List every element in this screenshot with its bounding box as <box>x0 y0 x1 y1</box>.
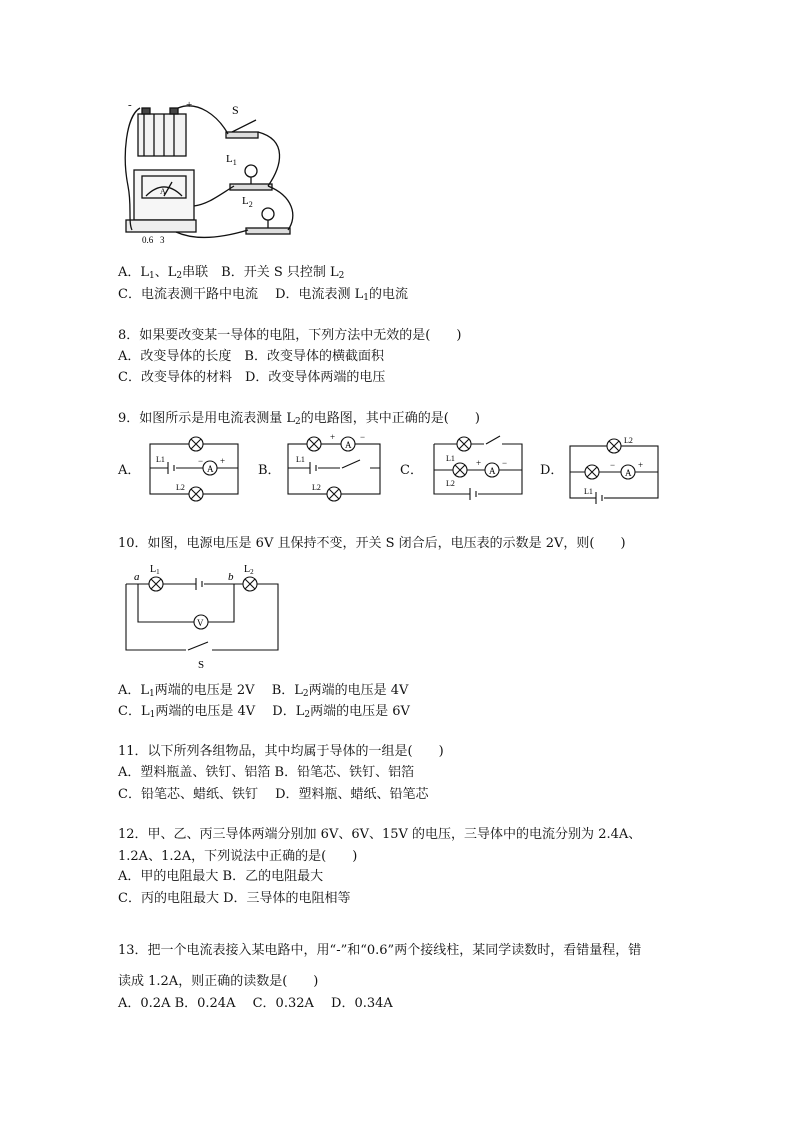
q13-options: A．0.2A B．0.24A C．0.32A D．0.34A <box>118 996 393 1011</box>
battery-plus-label: + <box>186 99 193 111</box>
q9-label-c: C． <box>400 463 423 478</box>
q10-switch-label: S <box>198 659 205 671</box>
q10-stem: 10．如图，电源电压是 6V 且保持不变，开关 S 闭合后，电压表的示数是 2V，则( ) <box>118 536 626 551</box>
battery-icon <box>138 114 186 156</box>
q12-stem-1: 12．甲、乙、丙三导体两端分别加 6V、6V、15V 的电压，三导体中的电流分别为 2.4A、 <box>118 827 642 842</box>
svg-text:A: A <box>625 468 632 478</box>
svg-text:−: − <box>610 460 616 470</box>
q10-point-a: a <box>134 571 140 583</box>
svg-text:A: A <box>345 440 352 450</box>
q10-l2-label: $L_2$ <box>244 564 254 576</box>
q9-label-b: B． <box>258 463 281 478</box>
q9-circuit-b <box>284 434 384 504</box>
svg-text:−: − <box>502 458 508 468</box>
bulb-l2-icon <box>262 208 274 220</box>
q10-voltmeter-label: V <box>197 618 204 628</box>
l2-label: $L_2$ <box>242 195 253 209</box>
q10-options-ab: A．$L_1$两端的电压是 2V B．$L_2$两端的电压是 4V <box>118 683 409 699</box>
q13-stem-1: 13．把一个电流表接入某电路中，用“-”和“0.6”两个接线柱，某同学读数时，看错量程，错 <box>118 943 642 958</box>
battery-minus-label: - <box>128 99 132 111</box>
q9-circuit-c <box>428 434 528 504</box>
q10-options-cd: C．$L_1$两端的电压是 4V D．$L_2$两端的电压是 6V <box>118 704 410 720</box>
svg-text:+: + <box>330 434 336 442</box>
q9-label-a: A． <box>118 463 141 478</box>
q10-point-b: b <box>228 571 234 583</box>
q8-options-ab: A．改变导体的长度 B．改变导体的横截面积 <box>118 349 384 364</box>
l1-label: $L_1$ <box>226 153 237 167</box>
svg-text:L1: L1 <box>446 454 455 463</box>
q11-options-cd: C．铅笔芯、蜡纸、铁钉 D．塑料瓶、蜡纸、铅笔芯 <box>118 787 429 802</box>
svg-text:L2: L2 <box>176 483 185 492</box>
svg-text:L1: L1 <box>584 487 593 496</box>
q10-circuit <box>122 562 282 672</box>
q13-stem-2: 读成 1.2A，则正确的读数是( ) <box>118 974 319 989</box>
q7-circuit-figure <box>118 96 308 248</box>
q12-options-cd: C．丙的电阻最大 D．三导体的电阻相等 <box>118 891 351 906</box>
q9-circuit-a <box>146 434 242 504</box>
svg-text:L1: L1 <box>156 455 165 464</box>
ammeter-label: A <box>160 187 166 196</box>
svg-text:L1: L1 <box>296 455 305 464</box>
q9-circuit-d <box>566 434 662 504</box>
q7-options-ab: A．$L_1$、$L_2$串联 B．开关 S 只控制 $L_2$ <box>118 265 345 281</box>
switch-icon <box>226 132 258 138</box>
q12-stem-2: 1.2A、1.2A，下列说法中正确的是( ) <box>118 849 358 864</box>
svg-text:L2: L2 <box>446 479 455 488</box>
svg-text:A: A <box>489 466 496 476</box>
svg-text:L2: L2 <box>624 436 633 445</box>
svg-text:−: − <box>360 434 366 442</box>
switch-label: S <box>232 103 239 117</box>
svg-text:+: + <box>220 456 226 466</box>
q9-stem: 9．如图所示是用电流表测量 $L_2$的电路图，其中正确的是( ) <box>118 411 480 427</box>
q12-options-ab: A．甲的电阻最大 B．乙的电阻最大 <box>118 869 324 884</box>
bulb-l1-icon <box>245 165 257 177</box>
scale-06-label: 0.6 <box>142 235 154 245</box>
q10-l1-label: $L_1$ <box>150 564 160 576</box>
scale-3-label: 3 <box>160 235 165 245</box>
svg-text:A: A <box>207 464 214 474</box>
svg-text:+: + <box>638 460 644 470</box>
svg-text:L2: L2 <box>312 483 321 492</box>
q7-options-cd: C．电流表测干路中电流 D．电流表测 $L_1$的电流 <box>118 287 409 303</box>
svg-text:+: + <box>476 458 482 468</box>
q11-stem: 11．以下所列各组物品，其中均属于导体的一组是( ) <box>118 744 444 759</box>
q8-stem: 8．如果要改变某一导体的电阻，下列方法中无效的是( ) <box>118 328 462 343</box>
q11-options-ab: A．塑料瓶盖、铁钉、铝箔 B．铅笔芯、铁钉、铝箔 <box>118 765 415 780</box>
q9-label-d: D． <box>540 463 564 478</box>
q8-options-cd: C．改变导体的材料 D．改变导体两端的电压 <box>118 370 386 385</box>
svg-text:−: − <box>198 456 204 466</box>
